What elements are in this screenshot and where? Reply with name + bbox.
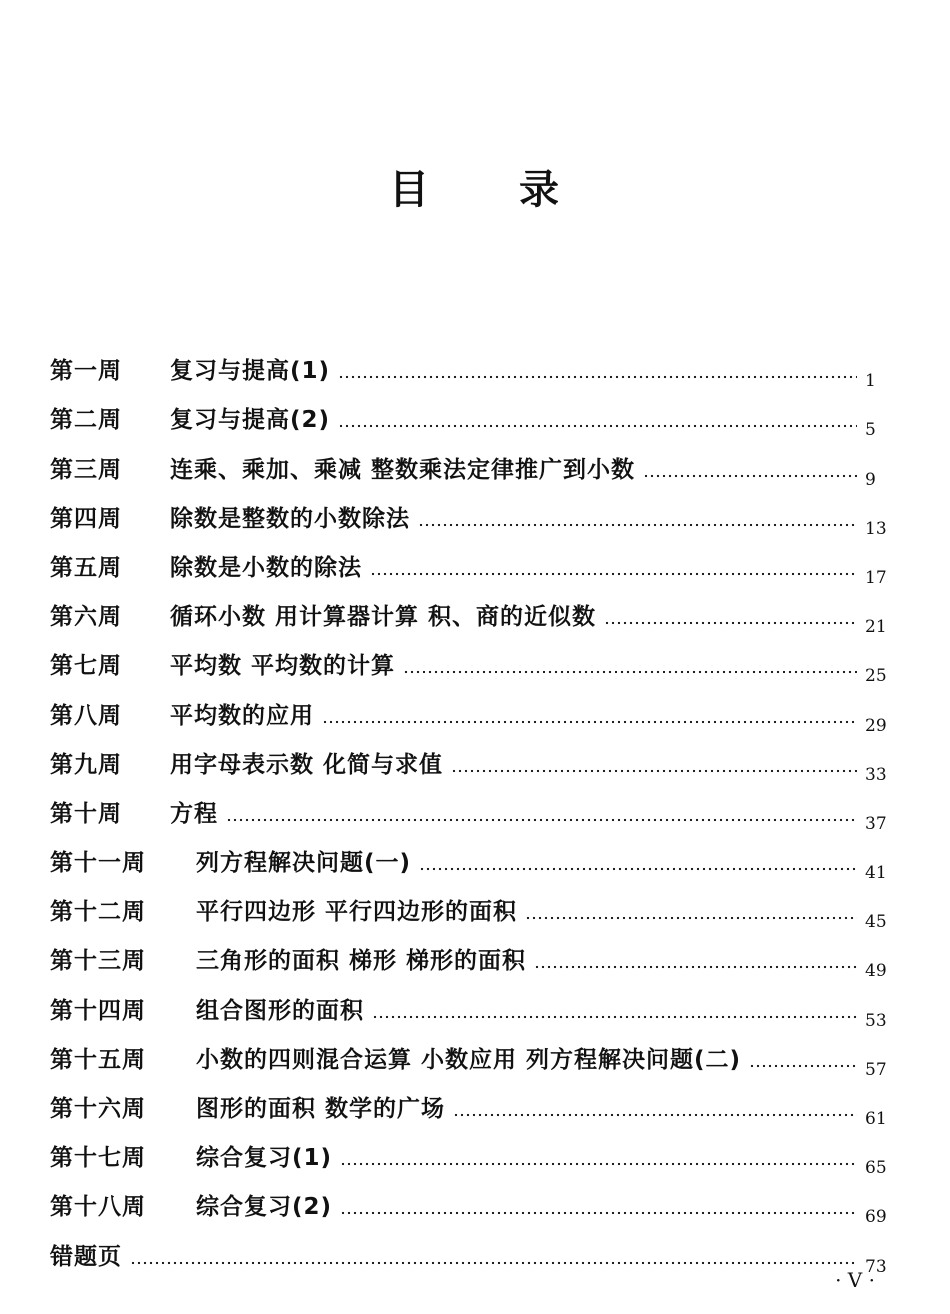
toc-week: 第七周: [50, 653, 122, 680]
toc-topic: 除数是整数的小数除法: [170, 505, 410, 532]
toc-topic: 图形的面积 数学的广场: [196, 1096, 446, 1122]
toc-page: 41: [865, 863, 887, 884]
page-title: [0, 158, 950, 215]
toc-topic: 综合复习(1): [196, 1145, 333, 1172]
toc-week: 第十三周: [50, 948, 146, 975]
dot-leader: [418, 523, 857, 527]
dot-leader: [340, 1162, 857, 1166]
toc-topic: 小数的四则混合运算 小数应用 列方程解决问题(二): [196, 1046, 742, 1073]
toc-page: 53: [865, 1010, 887, 1031]
dot-leader: [604, 621, 857, 625]
toc-page: 37: [865, 813, 887, 834]
dot-leader: [453, 1113, 857, 1117]
toc-topic: 综合复习(2): [196, 1194, 333, 1221]
toc-row[interactable]: [50, 336, 895, 392]
toc-topic: 列方程解决问题(一): [196, 850, 412, 877]
page-number-footer: · V ·: [835, 1268, 875, 1292]
toc-row[interactable]: [50, 779, 895, 834]
toc-week: 第九周: [50, 751, 122, 778]
toc-week: 第十四周: [50, 997, 146, 1024]
toc-page: 21: [865, 617, 887, 638]
toc-topic: 除数是小数的除法: [170, 554, 362, 581]
toc-topic: 方程: [170, 800, 218, 827]
toc-row[interactable]: [50, 1172, 895, 1228]
toc-topic: 复习与提高(2): [170, 407, 331, 434]
dot-leader: [749, 1064, 857, 1068]
toc-row[interactable]: [50, 1074, 895, 1129]
dot-leader: [451, 769, 857, 773]
toc-row[interactable]: [50, 1025, 895, 1080]
toc-row[interactable]: [50, 1123, 895, 1179]
toc-page: 9: [865, 469, 876, 490]
toc-topic: 组合图形的面积: [196, 997, 364, 1024]
toc-week: 第五周: [50, 554, 122, 581]
toc-page: 69: [865, 1207, 887, 1228]
toc-page: 29: [865, 715, 887, 736]
toc-page: 73: [865, 1256, 887, 1277]
toc-page: 17: [865, 567, 887, 588]
toc-row[interactable]: [50, 1221, 895, 1277]
toc-week: 第八周: [50, 702, 122, 729]
toc-week: 第十八周: [50, 1194, 146, 1221]
toc-row[interactable]: [50, 877, 895, 933]
toc-row[interactable]: [50, 385, 895, 441]
dot-leader: [534, 965, 857, 969]
dot-leader: [643, 474, 857, 478]
toc-topic: 用字母表示数 化简与求值: [170, 751, 444, 778]
toc-page: 45: [865, 912, 887, 933]
dot-leader: [372, 1015, 857, 1019]
toc-page: 49: [865, 961, 887, 982]
toc-week: 第六周: [50, 604, 122, 631]
toc-week: 第十一周: [50, 850, 146, 877]
toc-page: 65: [865, 1158, 887, 1179]
toc-week: 第四周: [50, 505, 122, 532]
dot-leader: [340, 1211, 857, 1215]
toc-row[interactable]: [50, 484, 895, 539]
toc-topic: 平均数的应用: [170, 702, 314, 729]
toc-page: 61: [865, 1109, 887, 1129]
toc-topic: 平均数 平均数的计算: [170, 653, 396, 680]
toc-page: 25: [865, 666, 887, 687]
dot-leader: [226, 818, 857, 822]
toc-row[interactable]: [50, 533, 895, 588]
toc-page: 13: [865, 518, 887, 539]
toc-row[interactable]: [50, 680, 895, 736]
toc-row[interactable]: [50, 434, 895, 490]
toc-topic: 三角形的面积 梯形 梯形的面积: [196, 948, 527, 975]
toc-week: 第三周: [50, 456, 122, 483]
toc-week: 第一周: [50, 358, 122, 385]
dot-leader: [338, 424, 857, 428]
dot-leader: [370, 572, 857, 576]
toc-row[interactable]: [50, 582, 895, 638]
toc-topic: 错题页: [50, 1243, 122, 1270]
toc-page: 33: [865, 764, 887, 785]
toc-page: 5: [865, 420, 876, 441]
table-of-contents: [50, 336, 895, 1277]
toc-row[interactable]: [50, 926, 895, 982]
title-char-2: 录: [519, 167, 561, 213]
toc-page: 1: [865, 371, 876, 392]
toc-week: 第二周: [50, 407, 122, 434]
dot-leader: [322, 720, 857, 724]
toc-topic: 复习与提高(1): [170, 358, 331, 385]
toc-page: 57: [865, 1059, 887, 1080]
title-char-1: 目: [389, 167, 431, 213]
toc-week: 第十五周: [50, 1046, 146, 1073]
dot-leader: [403, 670, 857, 674]
toc-row[interactable]: [50, 631, 895, 687]
toc-week: 第十周: [50, 800, 122, 827]
toc-topic: 循环小数 用计算器计算 积、商的近似数: [170, 604, 597, 631]
dot-leader: [419, 867, 857, 871]
toc-row[interactable]: [50, 828, 895, 884]
toc-row[interactable]: [50, 975, 895, 1031]
toc-week: 第十二周: [50, 899, 146, 926]
toc-topic: 连乘、乘加、乘减 整数乘法定律推广到小数: [170, 456, 636, 483]
dot-leader: [338, 375, 857, 379]
dot-leader: [525, 916, 857, 920]
toc-row[interactable]: [50, 730, 895, 785]
toc-week: 第十七周: [50, 1145, 146, 1172]
toc-week: 第十六周: [50, 1096, 146, 1122]
dot-leader: [130, 1261, 857, 1265]
toc-topic: 平行四边形 平行四边形的面积: [196, 899, 518, 926]
